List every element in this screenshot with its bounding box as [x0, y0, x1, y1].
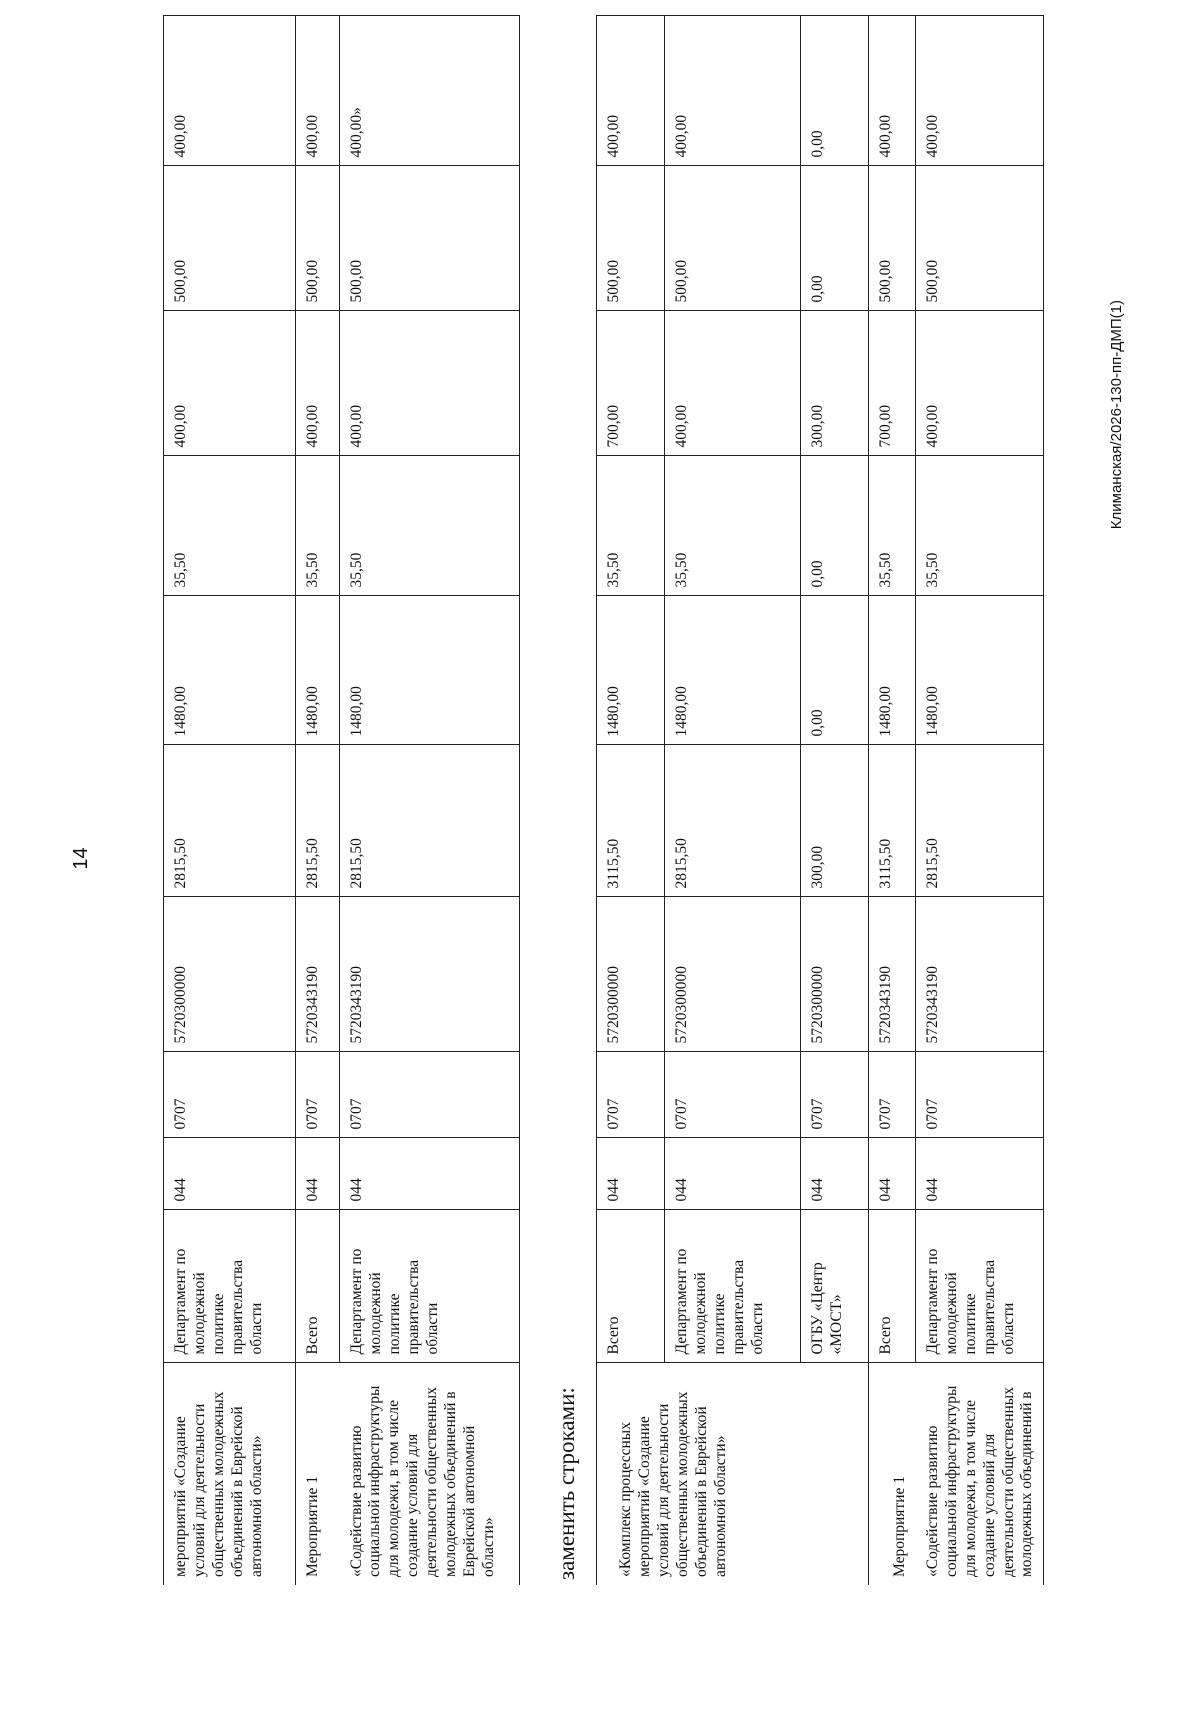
table-cell: 0,00 [801, 166, 869, 311]
table-cell: 0707 [869, 1052, 916, 1138]
table-cell: 2815,50 [340, 745, 520, 897]
table-cell: 044 [597, 1138, 665, 1210]
table-cell: Всего [296, 1210, 340, 1363]
table-cell: 5720343190 [340, 897, 520, 1052]
table-cell: Всего [869, 1210, 916, 1363]
table-cell: 0,00 [801, 596, 869, 745]
table-cell: 0707 [340, 1052, 520, 1138]
table-cell: 500,00 [665, 166, 801, 311]
budget-table-original [163, 16, 520, 1586]
table-cell: 044 [869, 1138, 916, 1210]
table-cell: 1480,00 [296, 596, 340, 745]
table-cell: 2815,50 [164, 745, 296, 897]
table-cell: 35,50 [869, 456, 916, 596]
table-cell: 35,50 [164, 456, 296, 596]
table-cell: 044 [164, 1138, 296, 1210]
table-cell: 044 [665, 1138, 801, 1210]
table-cell: Департамент по молодежной политике правительства области [164, 1210, 296, 1363]
table-cell: Мероприятие 1 [296, 1363, 340, 1585]
table-cell: ОГБУ «Центр «МОСТ» [801, 1210, 869, 1363]
table-cell: «Содействие развитию социальной инфраструктуры для молодежи, в том числе создание условий для деятельности общественных молодежных объединений в [916, 1363, 1044, 1585]
table-cell: 044 [340, 1138, 520, 1210]
table-cell: 044 [801, 1138, 869, 1210]
table-cell: 35,50 [916, 456, 1044, 596]
page-number: 14 [70, 847, 92, 870]
table-row [340, 16, 520, 1585]
table-cell: 500,00 [597, 166, 665, 311]
table-cell: 35,50 [340, 456, 520, 596]
table-row [665, 16, 801, 1585]
table-cell: 5720343190 [916, 897, 1044, 1052]
table-cell: 2815,50 [665, 745, 801, 897]
table-cell: 500,00 [869, 166, 916, 311]
table-cell: 400,00 [340, 311, 520, 456]
table-cell: 500,00 [340, 166, 520, 311]
table-cell: «Содействие развитию социальной инфраструктуры для молодежи, в том числе создание условий для деятельности общественных молодежных объединений в Еврейской автономной области» [340, 1363, 520, 1585]
table-cell: 2815,50 [916, 745, 1044, 897]
document-id-footer: Климанская/2026-130-пп-ДМП(1) [1108, 300, 1125, 530]
table-cell: 35,50 [597, 456, 665, 596]
table-cell: мероприятий «Создание условий для деятельности общественных молодежных объединений в Еврейской автономной области» [164, 1363, 296, 1585]
table-cell: 35,50 [665, 456, 801, 596]
table-cell: 400,00 [916, 16, 1044, 166]
budget-table-replacement [596, 16, 1044, 1586]
table-cell: 500,00 [916, 166, 1044, 311]
table-cell: 700,00 [597, 311, 665, 456]
table-cell: 700,00 [869, 311, 916, 456]
replace-with-rows-caption: заменить строками: [554, 1387, 579, 1580]
table-cell: 5720300000 [164, 897, 296, 1052]
table-cell: 3115,50 [869, 745, 916, 897]
table-row [164, 16, 296, 1585]
table-cell: Мероприятие 1 [869, 1363, 916, 1585]
table-cell: 0707 [164, 1052, 296, 1138]
table-cell: 5720300000 [597, 897, 665, 1052]
table-row [801, 16, 869, 1585]
table-cell: 0,00 [801, 456, 869, 596]
table-cell: 5720300000 [801, 897, 869, 1052]
table-cell: 500,00 [164, 166, 296, 311]
table-cell: 1480,00 [665, 596, 801, 745]
table-cell: 0707 [801, 1052, 869, 1138]
table-cell: 400,00 [164, 16, 296, 166]
table-cell: 5720343190 [869, 897, 916, 1052]
table-cell: 400,00 [296, 16, 340, 166]
table-cell: Департамент по молодежной политике правительства области [665, 1210, 801, 1363]
table-row [916, 16, 1044, 1585]
table-cell: 2815,50 [296, 745, 340, 897]
table-cell: 300,00 [801, 745, 869, 897]
table-cell: 400,00 [296, 311, 340, 456]
table-row [869, 16, 916, 1585]
table-cell: 3115,50 [597, 745, 665, 897]
table-cell: 0707 [597, 1052, 665, 1138]
table-cell: «Комплекс процессных мероприятий «Создание условий для деятельности общественных молодежных объединений в Еврейской автономной области» [597, 1363, 869, 1585]
table-cell: 400,00 [665, 311, 801, 456]
table-cell: 400,00» [340, 16, 520, 166]
table-cell: 0707 [916, 1052, 1044, 1138]
table-cell: Департамент по молодежной политике правительства области [916, 1210, 1044, 1363]
table-cell: 1480,00 [164, 596, 296, 745]
table-cell: 1480,00 [340, 596, 520, 745]
table-cell: 400,00 [869, 16, 916, 166]
table-cell: 400,00 [916, 311, 1044, 456]
table-cell: 400,00 [597, 16, 665, 166]
table-row [296, 16, 340, 1585]
table-cell: 044 [916, 1138, 1044, 1210]
table-cell: 400,00 [665, 16, 801, 166]
table-cell: 5720343190 [296, 897, 340, 1052]
table-cell: 5720300000 [665, 897, 801, 1052]
table-cell: 0707 [665, 1052, 801, 1138]
table-cell: 35,50 [296, 456, 340, 596]
table-cell: 300,00 [801, 311, 869, 456]
table-cell: 1480,00 [869, 596, 916, 745]
table-cell: 0,00 [801, 16, 869, 166]
table-cell: 044 [296, 1138, 340, 1210]
table-cell: 0707 [296, 1052, 340, 1138]
table-row [597, 16, 665, 1585]
table-cell: Всего [597, 1210, 665, 1363]
table-cell: 400,00 [164, 311, 296, 456]
table-cell: Департамент по молодежной политике правительства области [340, 1210, 520, 1363]
table-cell: 1480,00 [597, 596, 665, 745]
table-cell: 1480,00 [916, 596, 1044, 745]
table-cell: 500,00 [296, 166, 340, 311]
